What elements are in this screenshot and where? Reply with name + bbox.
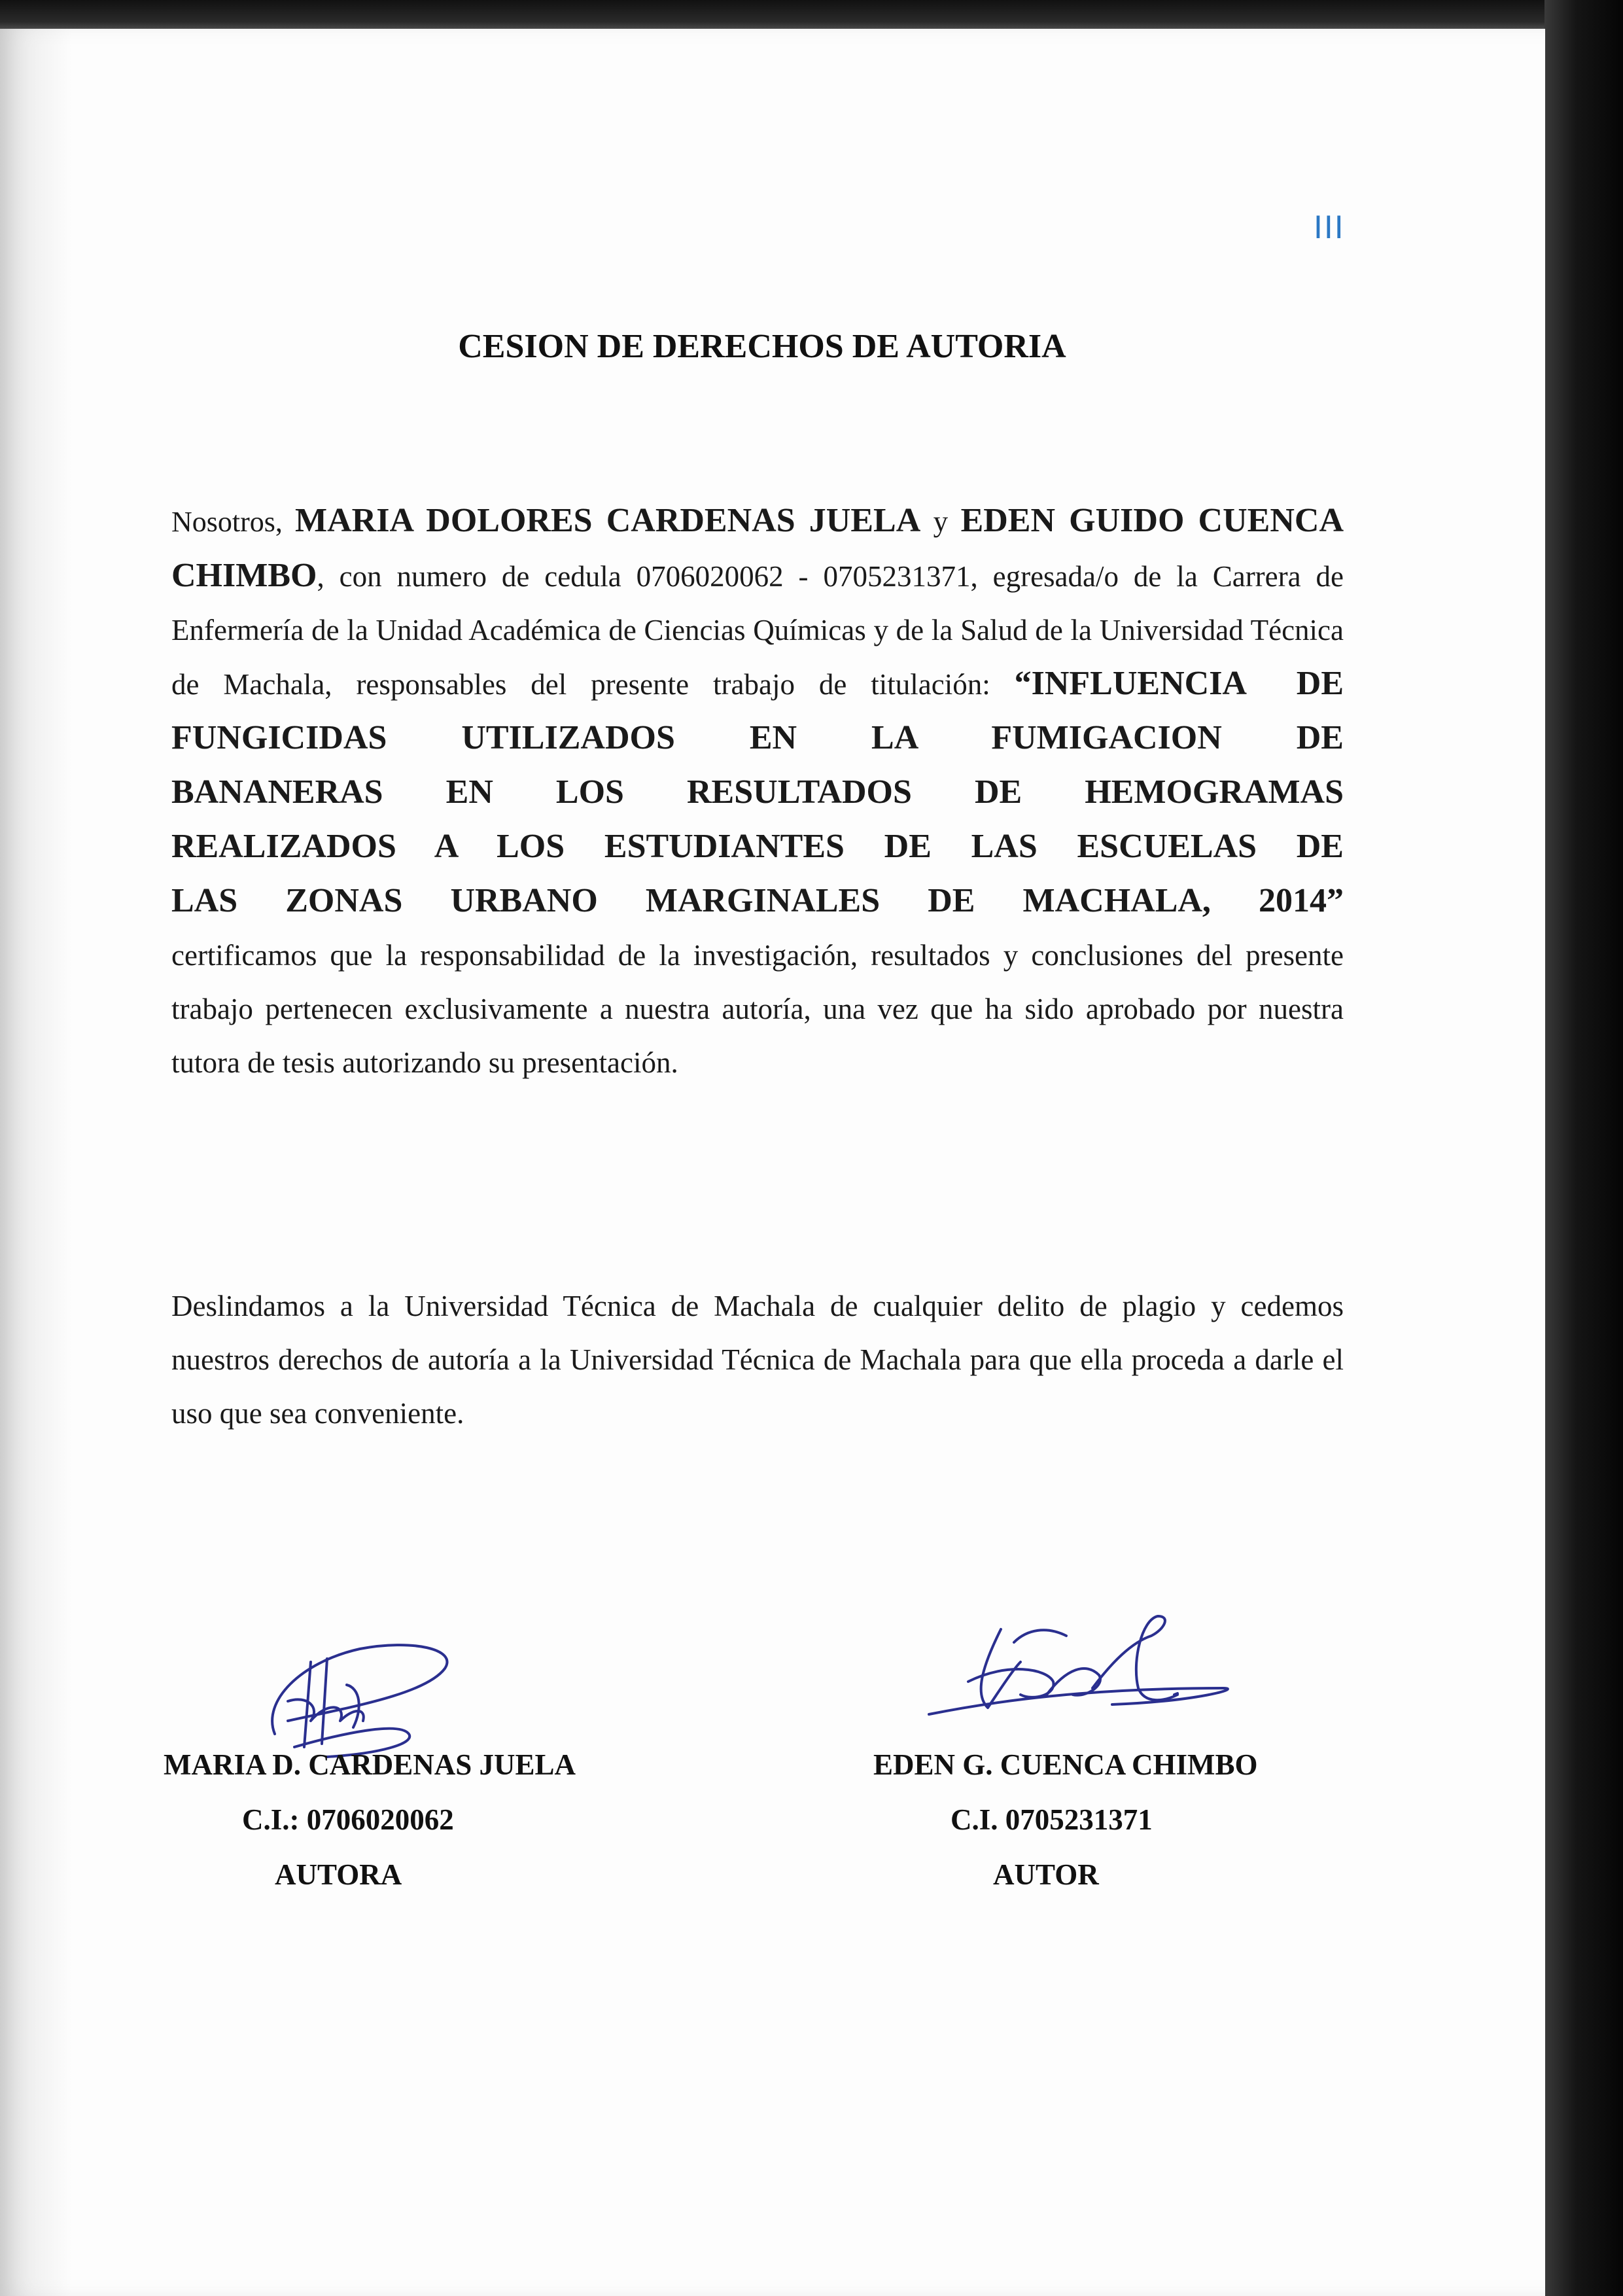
signature-right-image: [916, 1590, 1256, 1734]
signatory-id: C.I. 0705231371: [951, 1803, 1153, 1836]
paragraph-disclaimer: Deslindamos a la Universidad Técnica de Machala de cualquier delito de plagio y cedemos nuestros derechos de autoría a la Universidad Técnica de Machala para que ella proceda a darle el uso que sea conveniente.: [171, 1290, 1344, 1430]
author-2-name: EDEN GUIDO CUENCA CHIMBO: [171, 502, 1344, 594]
thesis-title: “INFLUENCIA DE FUNGICIDAS UTILIZADOS EN LA FUMIGACION DE BANANERAS EN LOS RESULTADOS DE HEMOGRAMAS REALIZADOS A LOS ESTUDIANTES DE LAS ESCUELAS DE LAS ZONAS URBANO MARGINALES DE MACHALA, 2014”: [171, 665, 1344, 919]
scan-right-edge: [1544, 0, 1623, 2296]
signatory-role: AUTORA: [275, 1858, 402, 1891]
scan-top-edge: [0, 0, 1623, 31]
paragraph-text-2: certificamos que la responsabilidad de la investigación, resultados y conclusiones del presente trabajo pertenecen exclusivamente a nuestra autoría, una vez que ha sido aprobado por nuestra tutora de tesis autorizando su presentación.: [171, 939, 1344, 1079]
signatory-name: MARIA D. CARDENAS JUELA: [164, 1748, 576, 1781]
paragraph-conjunction: y: [920, 505, 961, 538]
document-page: [0, 29, 1545, 2296]
signature-block-right: [873, 1737, 1305, 1902]
signatory-name: EDEN G. CUENCA CHIMBO: [873, 1748, 1258, 1781]
paragraph-text-1: , con numero de cedula 0706020062 - 0705231371, egresada/o de la Carrera de Enfermería de la Unidad Académica de Ciencias Químicas y de la Salud de la Universidad Técnica de Machala, responsables del presente trabajo de titulación:: [171, 560, 1344, 701]
author-1-name: MARIA DOLORES CARDENAS JUELA: [295, 502, 921, 539]
signatory-role: AUTOR: [993, 1858, 1099, 1891]
page-title: CESION DE DERECHOS DE AUTORIA: [458, 328, 1066, 365]
paragraph-authorship: [171, 494, 1344, 1089]
signatory-id: C.I.: 0706020062: [242, 1803, 454, 1836]
signature-block-left: [164, 1737, 648, 1902]
page-number: III: [1314, 209, 1345, 245]
paragraph-lead: Nosotros,: [171, 506, 296, 538]
